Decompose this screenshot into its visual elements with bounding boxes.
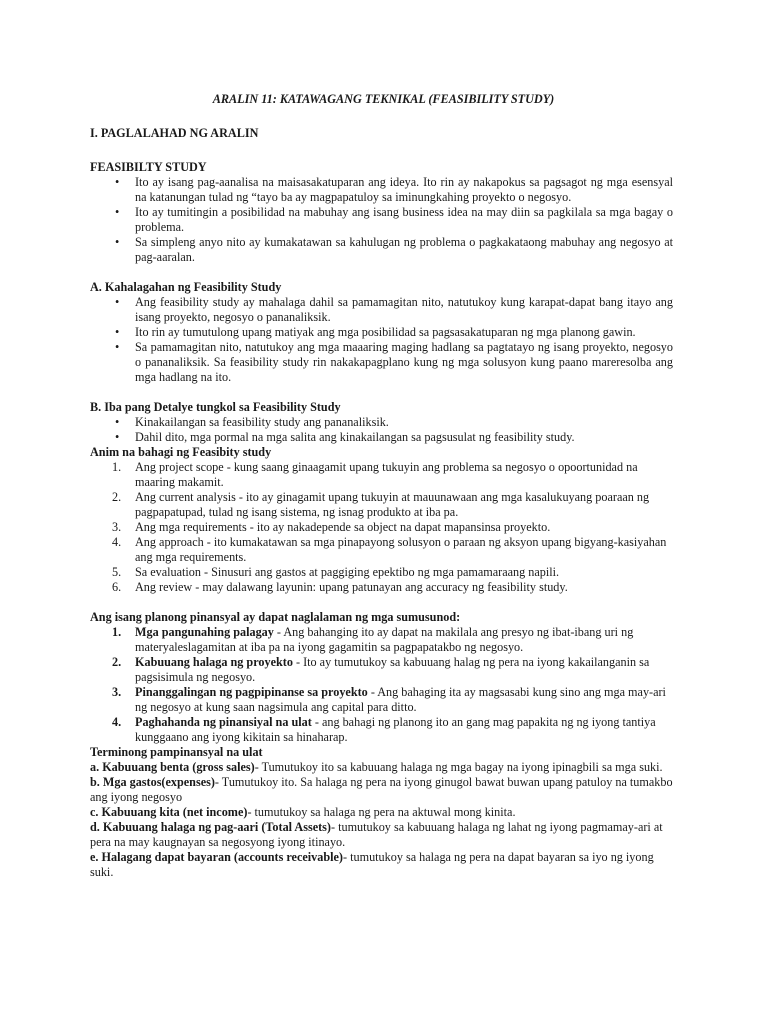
bullet-icon: • [115,175,120,189]
list-item: 2. Ang current analysis - ito ay ginagamit upang tukuyin at mauunawaan ang mga kasalukuyang poaraan ng pagpapatupad, tulad ng isang sistema, ng isnag produkto at iba pa. [112,490,650,519]
document-title: ARALIN 11: KATAWAGANG TEKNIKAL (FEASIBILITY STUDY) [212,92,555,106]
kahalagahan-heading: A. Kahalagahan ng Feasibility Study [90,280,282,294]
list-item: • Ang feasibility study ay mahalaga dahil sa pamamagitan nito, natutukoy kung karapat-dapat bang itayo ang isang proyekto, negosyo o pananaliksik. [115,295,673,324]
list-item: • Kinakailangan sa feasibility study ang pananaliksik. [115,415,389,429]
list-item: e. Halagang dapat bayaran (accounts receivable)- tumutukoy sa halaga ng pera na dapat bayaran sa iyo ng iyong suki. [90,850,654,879]
feasibility-bullet-list [90,175,673,265]
bullet-icon: • [115,205,120,219]
bullet-icon: • [115,325,120,339]
list-item: 6. Ang review - may dalawang layunin: upang patunayan ang accuracy ng feasibility study. [112,580,568,594]
kahalagahan-bullet-list [90,295,673,385]
detalye-heading: B. Iba pang Detalye tungkol sa Feasibility Study [90,400,341,414]
list-item: 1. Mga pangunahing palagay - Ang bahanging ito ay dapat na makilala ang presyo ng ibat-ibang uri ng materyaleslagamitan at iba pa na iyong gagamitin sa pagpapatakbo ng negosyo. [112,625,634,654]
bullet-icon: • [115,430,120,444]
list-item: • Sa pamamagitan nito, natutukoy ang mga maaaring maging hadlang sa pagtatayo ng isang proyekto, negosyo o pananaliksik. Sa feasibility study rin nakakapagplano kung ng mga solusyon kung paano mareresolba ang mga hadlang na ito. [115,340,673,384]
section-heading: I. PAGLALAHAD NG ARALIN [90,126,259,140]
list-item: 5. Sa evaluation - Sinusuri ang gastos at paggiging epektibo ng mga pamamaraang napili. [112,565,560,579]
list-item: 1. Ang project scope - kung saang ginaagamit upang tukuyin ang problema sa negosyo o opoortunidad na maaring makamit. [112,460,638,489]
list-item: 3. Ang mga requirements - ito ay nakadepende sa object na dapat mapansinsa proyekto. [112,520,551,534]
planong-numbered-list [90,625,673,745]
bullet-icon: • [115,340,120,354]
list-item: • Ito ay tumitingin a posibilidad na mabuhay ang isang business idea na may diin sa pagkilala sa mga bagay o problema. [115,205,673,234]
list-item: • Dahil dito, mga pormal na mga salita ang kinakailangan sa pagsusulat ng feasibility study. [115,430,575,444]
anim-numbered-list [90,460,673,595]
list-item: • Ito ay isang pag-aanalisa na maisasakatuparan ang ideya. Ito rin ay nakapokus sa pagsagot ng mga esensyal na katanungan tulad ng “tayo ba ay magpapatuloy sa iminungkahing proyekto o negosyo. [115,175,673,204]
anim-heading: Anim na bahagi ng Feasibity study [90,445,272,459]
feasibility-heading: FEASIBILTY STUDY [90,160,207,174]
list-item: 2. Kabuuang halaga ng proyekto - Ito ay tumutukoy sa kabuuang halag ng pera na iyong kakailanganin sa pagsisimula ng negosyo. [112,655,650,684]
detalye-bullet-list [90,415,673,445]
list-item: • Ito rin ay tumutulong upang matiyak ang mga posibilidad sa pagsasakatuparan ng mga planong gawin. [115,325,636,339]
terminong-heading: Terminong pampinansyal na ulat [90,745,263,759]
list-item: 4. Ang approach - ito kumakatawan sa mga pinapayong solusyon o paraan ng aksyon upang bigyang-kasiyahan ang mga requirements. [112,535,667,564]
bullet-icon: • [115,295,120,309]
list-item: 4. Paghahanda ng pinansiyal na ulat - ang bahagi ng planong ito an gang mag papakita ng ng iyong tantiya kunggaano ang iyong kikitain sa hinaharap. [112,715,656,744]
list-item: 3. Pinanggalingan ng pagpipinanse sa proyekto - Ang bahaging ita ay magsasabi kung sino ang mga may-ari ng negosyo at kung saan nagsimula ang capital para ditto. [112,685,666,714]
bullet-icon: • [115,415,120,429]
list-item: b. Mga gastos(expenses)- Tumutukoy ito. Sa halaga ng pera na iyong ginugol bawat buwan upang patuloy na tumakbo ang iyong negosyo [90,775,673,804]
list-item: d. Kabuuang halaga ng pag-aari (Total Assets)- tumutukoy sa kabuuang halaga ng lahat ng iyong pagmamay-ari at pera na may kaugnayan sa negosyong iyong itinayo. [90,820,663,849]
planong-heading: Ang isang planong pinansyal ay dapat naglalaman ng mga sumusunod: [90,610,461,624]
bullet-icon: • [115,235,120,249]
list-item: • Sa simpleng anyo nito ay kumakatawan sa kahulugan ng problema o pagkakataong mabuhay ang negosyo at pag-aaralan. [115,235,673,264]
list-item: a. Kabuuang benta (gross sales)- Tumutukoy ito sa kabuuang halaga ng mga bagay na iyong ipinagbili sa mga suki. [90,760,663,774]
list-item: c. Kabuuang kita (net income)- tumutukoy sa halaga ng pera na aktuwal mong kinita. [90,805,516,819]
